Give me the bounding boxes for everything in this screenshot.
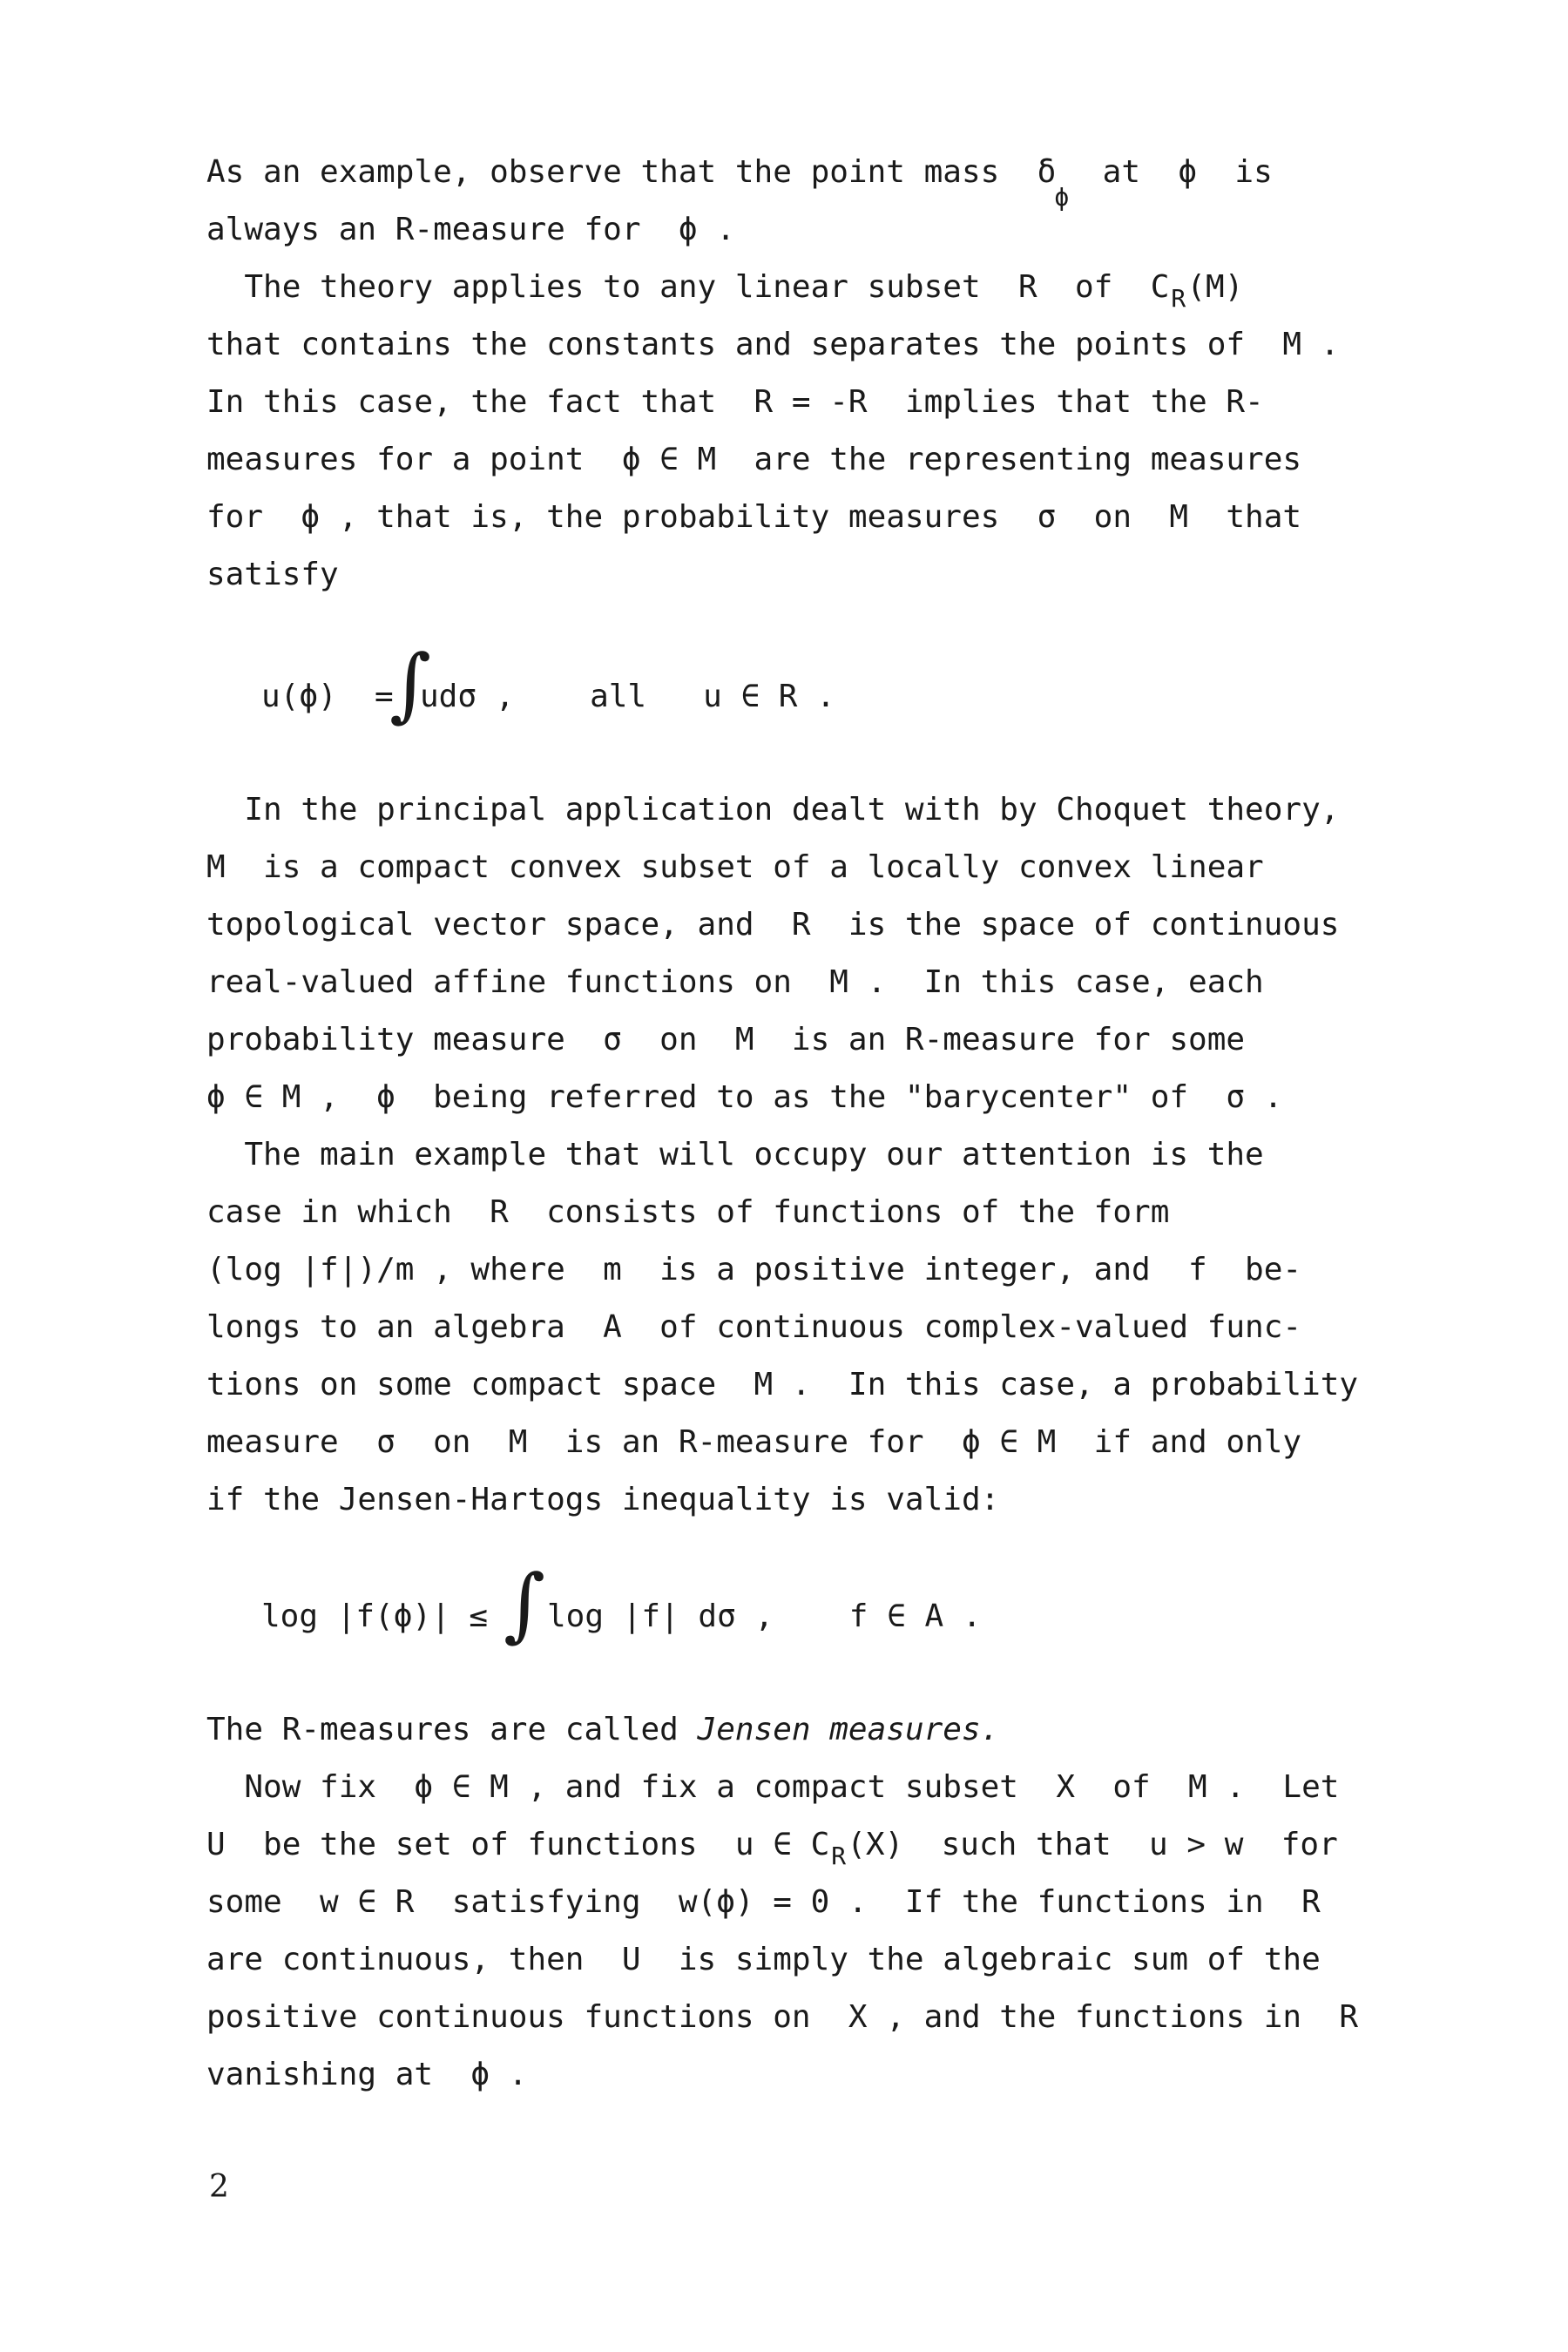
text-line: measure σ on M is an R-measure for ϕ ∈ M if and only	[206, 1424, 1302, 1460]
text-line: vanishing at ϕ .	[206, 2057, 528, 2092]
text-line: In the principal application dealt with by Choquet theory,	[206, 792, 1340, 828]
text-line: are continuous, then U is simply the algebraic sum of the	[206, 1942, 1321, 1977]
text-line: case in which R consists of functions of the form	[206, 1194, 1170, 1230]
text-line: positive continuous functions on X , and the functions in R	[206, 1999, 1359, 2035]
page: As an example, observe that the point mass δ ϕ at ϕ is always an R-measure for ϕ . The theory applies to any linear subset R of C R (M) that contains the constants and separates the points of M . In this case, the fact that R = -R implies that the R- measures for a point ϕ ∈ M are the representing measures for ϕ , that is, the probability measures σ on M that satisfy u(ϕ) = ∫ udσ , all u ∈ R . In the principal application dealt with by Choquet theory, M is a compact convex subset of a locally convex linear topological vector space, and R is the space of continuous real-valued affine functions on M . In this case, each probability measure σ on M is an R-measure for some ϕ ∈ M , ϕ being referred to as the "barycenter" of σ . The main example that will occupy our attention is the case in which R consists of functions of the form (log |f|)/m , where m is a positive integer, and f be- longs to an algebra A of continuous complex-valued func- tions on some compact space M . In this case, a probability measure σ on M is an R-measure for ϕ ∈ M if and only if the Jensen-Hartogs inequality is valid: log |f(ϕ)| ≤ ∫ log |f| dσ , f ∈ A . The R-measures are called Jensen measures. Now fix ϕ ∈ M , and fix a compact subset X of M . Let U be the set of functions u ∈ C R (X) such that u > w for some w ∈ R satisfying w(ϕ) = 0 . If the functions in R are continuous, then U is simply the algebraic sum of the positive continuous functions on X , and the functions in R vanishing at ϕ . 2	[206, 154, 1359, 2205]
text-line: measures for a point ϕ ∈ M are the representing measures	[206, 442, 1302, 477]
text-line: (log |f|)/m , where m is a positive integer, and f be-	[206, 1252, 1302, 1288]
subscript: ϕ	[1054, 183, 1070, 212]
text-line: As an example, observe that the point mass δ ϕ at ϕ is	[206, 154, 1273, 212]
text-line: topological vector space, and R is the space of continuous	[206, 907, 1340, 943]
text-line: Now fix ϕ ∈ M , and fix a compact subset X of M . Let	[206, 1769, 1340, 1805]
text-line: real-valued affine functions on M . In this case, each	[206, 964, 1264, 1000]
text-line: The main example that will occupy our attention is the	[206, 1137, 1264, 1173]
text-line: probability measure σ on M is an R-measure for some	[206, 1022, 1246, 1058]
text-line: U be the set of functions u ∈ C R (X) such that u > w for	[206, 1827, 1338, 1870]
text-line: In this case, the fact that R = -R implies that the R-	[206, 384, 1264, 420]
text-line: ϕ ∈ M , ϕ being referred to as the "barycenter" of σ .	[206, 1079, 1283, 1115]
page-number: 2	[209, 2169, 229, 2205]
text-line: some w ∈ R satisfying w(ϕ) = 0 . If the functions in R	[206, 1884, 1321, 1920]
text-line: longs to an algebra A of continuous complex-valued func-	[206, 1309, 1302, 1345]
text-line: M is a compact convex subset of a locally convex linear	[206, 849, 1264, 885]
subscript: R	[1171, 284, 1186, 313]
text-line: The theory applies to any linear subset R of C R (M)	[206, 269, 1244, 313]
text-line: tions on some compact space M . In this case, a probability	[206, 1367, 1359, 1402]
integral-sign: ∫	[389, 638, 431, 731]
integral-sign: ∫	[504, 1558, 545, 1651]
text-line: that contains the constants and separates the points of M .	[206, 327, 1340, 362]
emphasis-term: Jensen measures.	[697, 1712, 1000, 1747]
text-line: for ϕ , that is, the probability measures σ on M that	[206, 499, 1302, 535]
text-line: The R-measures are called Jensen measures.	[206, 1712, 1000, 1747]
text-line: always an R-measure for ϕ .	[206, 212, 735, 247]
subscript: R	[831, 1842, 847, 1870]
text-line: satisfy	[206, 557, 339, 592]
text-line: if the Jensen-Hartogs inequality is valid:	[206, 1482, 1000, 1517]
